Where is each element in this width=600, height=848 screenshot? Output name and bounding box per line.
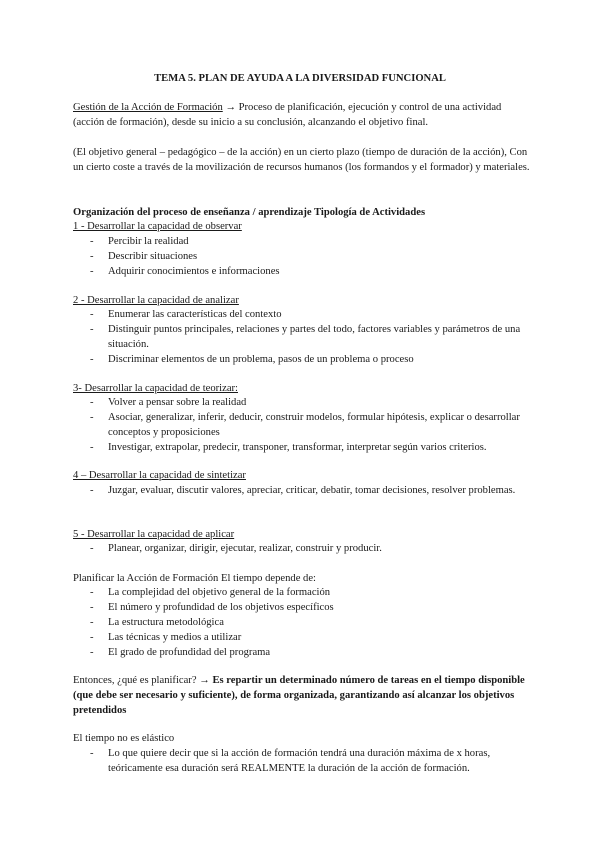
list-item: - El número y profundidad de los objetivos específicos — [73, 600, 533, 615]
planning-question — [73, 673, 533, 718]
section-heading-sintetizar: 4 – Desarrollar la capacidad de sintetizar — [73, 470, 246, 481]
list-item: - El grado de profundidad del programa — [73, 645, 533, 660]
question-lead: Entonces, ¿qué es planificar? → — [73, 675, 213, 686]
list-item: - Planear, organizar, dirigir, ejecutar, realizar, construir y producir. — [73, 541, 533, 556]
list-item: - Percibir la realidad — [73, 234, 533, 249]
section-heading-teorizar: 3- Desarrollar la capacidad de teorizar: — [73, 383, 238, 394]
intro-arrow: → — [222, 102, 239, 113]
section-heading-observar: 1 - Desarrollar la capacidad de observar — [73, 221, 242, 232]
list-item: - Asociar, generalizar, inferir, deducir, construir modelos, formular hipótesis, explicar o desarrollar conceptos y proposiciones — [73, 410, 533, 440]
list-item: - Las técnicas y medios a utilizar — [73, 630, 533, 645]
section-list-sintetizar — [73, 483, 533, 498]
intro-paragraph — [73, 100, 533, 130]
intro-definition: Proceso de planificación, ejecución y control de una actividad (acción de formación), desde su inicio a su conclusión, alcanzando el objetivo final. — [73, 102, 502, 128]
list-item: - Distinguir puntos principales, relaciones y partes del todo, factores variables y parámetros de una situación. — [73, 322, 533, 352]
list-item: - Juzgar, evaluar, discutir valores, apreciar, criticar, debatir, tomar decisiones, resolver problemas. — [73, 483, 533, 498]
section-list-aplicar — [73, 541, 533, 556]
objective-paragraph: (El objetivo general – pedagógico – de la acción) en un cierto plazo (tiempo de duración de la acción), Con un cierto coste a través de la movilización de recursos humanos (los formandos y el formador) y materiales. — [73, 147, 530, 173]
list-item: - Discriminar elementos de un problema, pasos de un problema o proceso — [73, 352, 533, 367]
section-list-observar — [73, 234, 533, 279]
list-item: - Adquirir conocimientos e informaciones — [73, 264, 533, 279]
section-heading-analizar: 2 - Desarrollar la capacidad de analizar — [73, 295, 239, 306]
organization-heading: Organización del proceso de enseñanza / aprendizaje Tipología de Actividades — [73, 207, 426, 218]
planning-heading: Planificar la Acción de Formación El tiempo depende de: — [73, 573, 316, 584]
list-item: - Lo que quiere decir que si la acción de formación tendrá una duración máxima de x horas, teóricamente esa duración será REALMENTE la duración de la acción de formación. — [73, 746, 533, 776]
list-item: - Investigar, extrapolar, predecir, transponer, transformar, interpretar según varios criterios. — [73, 440, 533, 455]
section-heading-aplicar: 5 - Desarrollar la capacidad de aplicar — [73, 529, 235, 540]
intro-term: Gestión de la Acción de Formación — [73, 102, 223, 113]
list-item: - Volver a pensar sobre la realidad — [73, 395, 533, 410]
list-item: - La complejidad del objetivo general de la formación — [73, 585, 533, 600]
list-item: - Describir situaciones — [73, 249, 533, 264]
section-list-teorizar — [73, 395, 533, 455]
list-item: - La estructura metodológica — [73, 615, 533, 630]
question-answer: Es repartir un determinado número de tareas en el tiempo disponible (que debe ser necesario y suficiente), de forma organizada, garantizando así alcanzar los objetivos pretendidos — [73, 675, 525, 716]
page-title: TEMA 5. PLAN DE AYUDA A LA DIVERSIDAD FUNCIONAL — [154, 73, 446, 84]
section-list-analizar — [73, 307, 533, 367]
list-item: - Enumerar las características del contexto — [73, 307, 533, 322]
time-list — [73, 746, 533, 776]
time-heading: El tiempo no es elástico — [73, 733, 175, 744]
planning-list — [73, 585, 533, 660]
